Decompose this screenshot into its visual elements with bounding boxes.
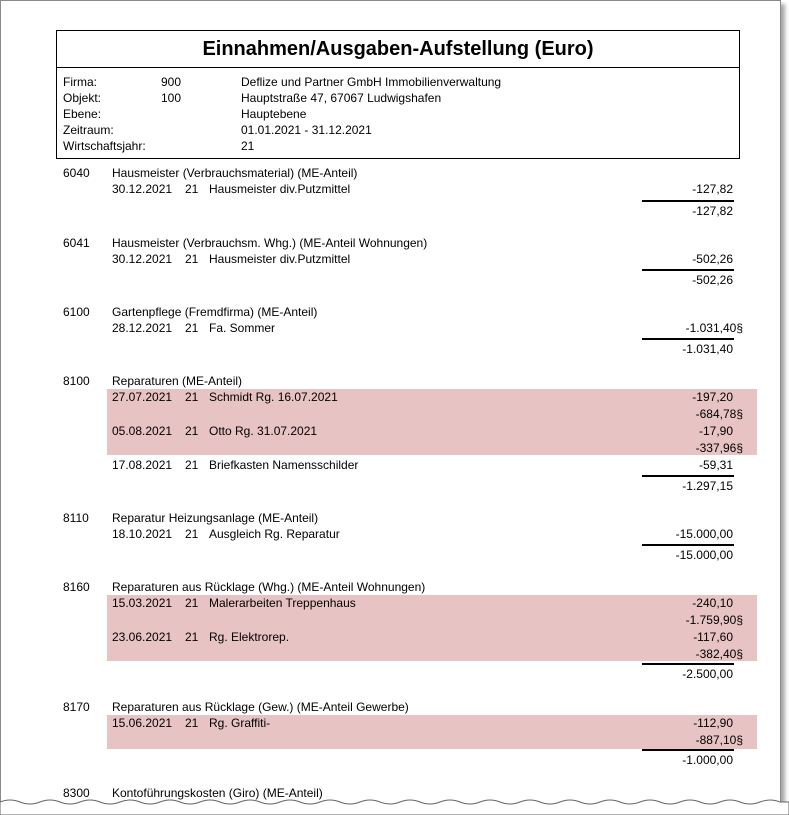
meta-code: 900 [161,75,182,89]
sum-rule [642,663,734,665]
highlight-band [107,595,757,661]
account-code: 8100 [63,374,90,388]
account-code: 6040 [63,166,90,180]
total-value: -2.500,00 [682,667,733,681]
meta-label: Ebene: [63,107,102,121]
report-header [56,30,740,159]
torn-edge [0,792,789,815]
entry-year: 21 [185,716,199,730]
meta-value: Deflize und Partner GmbH Immobilienverwaltung [241,75,502,89]
account-code: 8160 [63,580,90,594]
meta-code: 100 [161,91,182,105]
entry-date: 17.08.2021 [112,458,173,472]
amount-value: -502,26 [692,252,733,266]
entry-text: Briefkasten Namensschilder [209,458,359,472]
account-name: Reparaturen (ME-Anteil) [112,374,243,388]
entry-year: 21 [185,252,199,266]
entry-text: Rg. Elektrorep. [209,630,290,644]
sum-rule [642,749,734,751]
amount-value: -112,90 [693,716,733,730]
entry-year: 21 [185,424,199,438]
account-code: 8170 [63,700,90,714]
total-value: -1.000,00 [682,753,733,767]
total-value: -1.297,15 [682,479,733,493]
entry-date: 28.12.2021 [112,321,173,335]
entry-date: 15.03.2021 [112,596,173,610]
account-code: 6041 [63,236,90,250]
entry-date: 23.06.2021 [112,630,173,644]
amount-value: -59,31 [698,458,733,472]
amount-value: -127,82 [692,182,733,196]
entry-year: 21 [185,527,199,541]
sum-rule [642,475,734,477]
total-value: -15.000,00 [675,548,733,562]
account-code: 8110 [63,511,89,525]
entry-year: 21 [185,390,199,404]
amount-value: -240,10 [692,596,733,610]
sum-rule [642,544,734,546]
entry-text: Schmidt Rg. 16.07.2021 [209,390,338,404]
entry-text: Rg. Graffiti- [209,716,271,730]
entry-year: 21 [185,458,199,472]
sum-rule [642,200,734,202]
account-code: 8300 [63,786,90,800]
account-name: Hausmeister (Verbrauchsm. Whg.) (ME-Anteil Wohnungen) [112,236,428,250]
meta-value: Hauptstraße 47, 67067 Ludwigshafen [241,91,442,105]
amount-value: -1.759,90§ [685,613,743,627]
total-value: -1.031,40 [682,342,733,356]
total-value: -502,26 [692,273,733,287]
amount-value: -117,60 [693,630,733,644]
entry-year: 21 [185,321,199,335]
highlight-band [107,389,757,455]
amount-value: -337,96§ [695,441,743,455]
account-name: Gartenpflege (Fremdfirma) (ME-Anteil) [112,305,318,319]
account-name: Reparaturen aus Rücklage (Gew.) (ME-Anteil Gewerbe) [112,700,409,714]
amount-value: -887,10§ [695,733,743,747]
amount-value: -1.031,40§ [685,321,743,335]
entry-year: 21 [185,182,199,196]
meta-value: 21 [241,139,255,153]
amount-value: -382,40§ [695,647,743,661]
entry-year: 21 [185,630,199,644]
entry-text: Ausgleich Rg. Reparatur [209,527,340,541]
entry-date: 30.12.2021 [112,252,173,266]
entry-text: Hausmeister div.Putzmittel [209,252,351,266]
entry-date: 18.10.2021 [112,527,173,541]
amount-value: -15.000,00 [675,527,733,541]
meta-value: 01.01.2021 - 31.12.2021 [241,123,372,137]
meta-label: Objekt: [63,91,102,105]
meta-label: Zeitraum: [63,123,114,137]
amount-value: -684,78§ [695,407,743,421]
amount-value: -197,20 [692,390,733,404]
entry-text: Hausmeister div.Putzmittel [209,182,351,196]
sum-rule [642,269,734,271]
entry-text: Malerarbeiten Treppenhaus [209,596,356,610]
account-name: Hausmeister (Verbrauchsmaterial) (ME-Anteil) [112,166,358,180]
amount-value: -17,90 [698,424,733,438]
title-divider [57,67,739,68]
meta-label: Firma: [63,75,97,89]
entry-date: 05.08.2021 [112,424,173,438]
account-name: Reparaturen aus Rücklage (Whg.) (ME-Anteil Wohnungen) [112,580,426,594]
account-code: 6100 [63,305,90,319]
account-name: Reparatur Heizungsanlage (ME-Anteil) [112,511,319,525]
entry-text: Otto Rg. 31.07.2021 [209,424,318,438]
account-name: Kontoführungskosten (Giro) (ME-Anteil) [112,786,323,800]
total-value: -127,82 [692,204,733,218]
sum-rule [642,338,734,340]
entry-date: 27.07.2021 [112,390,173,404]
meta-label: Wirtschaftsjahr: [63,139,146,153]
entry-date: 15.06.2021 [112,716,173,730]
entry-date: 30.12.2021 [112,182,173,196]
page-title: Einnahmen/Ausgaben-Aufstellung (Euro) [202,38,594,60]
highlight-band [107,715,757,749]
entry-text: Fa. Sommer [209,321,276,335]
meta-value: Hauptebene [241,107,307,121]
entry-year: 21 [185,596,199,610]
